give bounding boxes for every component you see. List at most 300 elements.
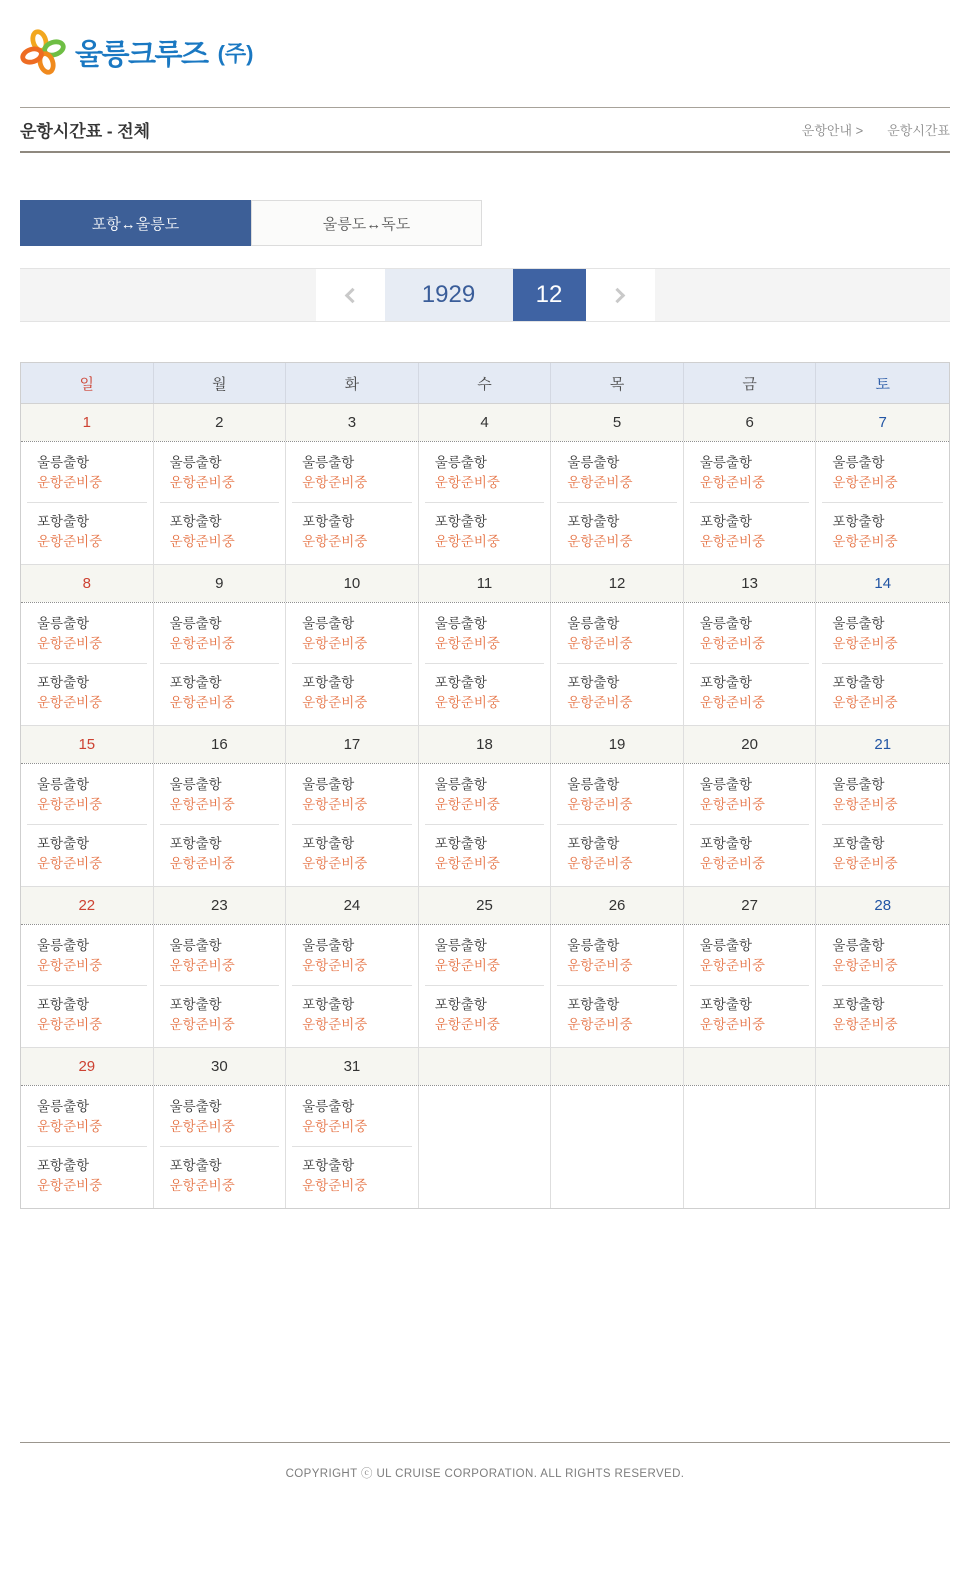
departure-port-label: 포항출항 <box>37 997 90 1012</box>
operation-status-label: 운항준비중 <box>832 1017 898 1032</box>
calendar-content-row <box>21 1086 949 1208</box>
departure-port-label: 울릉출항 <box>302 455 355 470</box>
departure-port-label: 울릉출항 <box>699 777 753 792</box>
calendar-date-cell <box>21 726 154 763</box>
schedule-entry <box>822 512 943 552</box>
operation-status-label: 운항준비중 <box>699 1017 766 1032</box>
departure-port-label: 울릉출항 <box>832 777 885 792</box>
departure-port-label: 포항출항 <box>434 836 487 851</box>
date-number: 20 <box>741 736 758 753</box>
schedule-entry <box>690 775 810 815</box>
operation-status-label: 운항준비중 <box>37 1178 103 1193</box>
schedule-entry <box>27 936 147 976</box>
calendar-day-cell <box>551 442 684 564</box>
schedule-entry <box>425 453 545 493</box>
departure-port-label: 포항출항 <box>169 675 222 690</box>
year-display: 1929 <box>385 269 513 321</box>
calendar-date-cell-empty <box>684 1048 817 1085</box>
calendar-date-row <box>21 887 949 925</box>
schedule-entry <box>27 1097 147 1137</box>
operation-status-label: 운항준비중 <box>567 636 633 651</box>
operation-status-label: 운항준비중 <box>37 475 103 490</box>
calendar-date-cell <box>21 565 154 602</box>
calendar-day-cell <box>154 925 287 1047</box>
operation-status-label: 운항준비중 <box>699 534 766 549</box>
date-number: 14 <box>874 575 892 592</box>
entry-divider <box>425 502 545 503</box>
date-number: 9 <box>215 575 224 592</box>
entry-divider <box>425 824 545 825</box>
schedule-entry <box>690 512 810 552</box>
calendar-day-cell <box>684 603 817 725</box>
departure-port-label: 포항출항 <box>832 997 885 1012</box>
logo-suffix: (주) <box>217 40 254 66</box>
schedule-entry <box>27 512 147 552</box>
schedule-entry <box>822 775 943 815</box>
departure-port-label: 울릉출항 <box>37 455 90 470</box>
schedule-entry <box>160 775 280 815</box>
calendar-date-cell <box>154 404 287 441</box>
calendar-date-cell <box>684 565 817 602</box>
operation-status-label: 운항준비중 <box>567 797 633 812</box>
schedule-entry <box>557 614 677 654</box>
operation-status-label: 운항준비중 <box>302 1017 368 1032</box>
operation-status-label: 운항준비중 <box>302 1119 368 1134</box>
schedule-entry <box>557 673 677 713</box>
departure-port-label: 울릉출항 <box>434 777 487 792</box>
operation-status-label: 운항준비중 <box>567 475 633 490</box>
calendar-date-cell-empty <box>816 1048 949 1085</box>
calendar-day-cell-empty <box>816 1086 949 1208</box>
departure-port-label: 포항출항 <box>302 836 355 851</box>
departure-port-label: 포항출항 <box>302 997 355 1012</box>
site-header <box>20 0 950 78</box>
schedule-entry <box>27 614 147 654</box>
calendar-day-cell <box>684 442 817 564</box>
departure-port-label: 포항출항 <box>37 836 90 851</box>
calendar-day-cell-empty <box>419 1086 552 1208</box>
weekday-header: 수 <box>419 363 552 403</box>
departure-port-label: 포항출항 <box>699 997 753 1012</box>
departure-port-label: 울릉출항 <box>434 938 487 953</box>
schedule-entry <box>822 995 943 1035</box>
calendar-day-cell <box>551 925 684 1047</box>
departure-port-label: 울릉출항 <box>434 455 487 470</box>
entry-divider <box>425 663 545 664</box>
calendar-date-row <box>21 1048 949 1086</box>
operation-status-label: 운항준비중 <box>37 856 103 871</box>
operation-status-label: 운항준비중 <box>169 856 235 871</box>
departure-port-label: 울릉출항 <box>37 616 90 631</box>
calendar-date-cell <box>816 565 949 602</box>
date-number: 22 <box>78 897 96 914</box>
entry-divider <box>292 985 412 986</box>
departure-port-label: 포항출항 <box>567 675 620 690</box>
schedule-entry <box>425 614 545 654</box>
departure-port-label: 포항출항 <box>832 836 885 851</box>
departure-port-label: 울릉출항 <box>567 938 620 953</box>
operation-status-label: 운항준비중 <box>832 475 898 490</box>
operation-status-label: 운항준비중 <box>567 1017 633 1032</box>
calendar-date-cell <box>419 565 552 602</box>
schedule-entry <box>292 1156 412 1196</box>
operation-status-label: 운항준비중 <box>37 797 103 812</box>
schedule-entry <box>822 673 943 713</box>
operation-status-label: 운항준비중 <box>434 797 500 812</box>
operation-status-label: 운항준비중 <box>302 958 368 973</box>
schedule-entry <box>27 834 147 874</box>
schedule-entry <box>690 834 810 874</box>
date-number: 5 <box>612 414 622 431</box>
schedule-entry <box>822 936 943 976</box>
operation-status-label: 운항준비중 <box>169 636 235 651</box>
calendar-day-cell <box>154 764 287 886</box>
date-number: 30 <box>211 1058 228 1075</box>
page-title: 운항시간표 - 전체 <box>20 122 151 141</box>
date-number: 15 <box>78 736 96 753</box>
departure-port-label: 울릉출항 <box>302 1099 355 1114</box>
operation-status-label: 운항준비중 <box>434 1017 500 1032</box>
entry-divider <box>292 1146 412 1147</box>
entry-divider <box>690 663 810 664</box>
operation-status-label: 운항준비중 <box>434 475 500 490</box>
schedule-calendar <box>20 362 950 1209</box>
schedule-entry <box>425 673 545 713</box>
operation-status-label: 운항준비중 <box>169 797 235 812</box>
departure-port-label: 울릉출항 <box>567 777 620 792</box>
operation-status-label: 운항준비중 <box>302 534 368 549</box>
calendar-date-cell <box>816 404 949 441</box>
logo-text: 울릉크루즈 <box>75 38 208 71</box>
schedule-entry <box>160 936 280 976</box>
operation-status-label: 운항준비중 <box>567 958 633 973</box>
operation-status-label: 운항준비중 <box>832 636 898 651</box>
schedule-entry <box>292 614 412 654</box>
calendar-date-row <box>21 726 949 764</box>
schedule-entry <box>160 1156 280 1196</box>
calendar-content-row <box>21 925 949 1048</box>
calendar-date-cell <box>154 887 287 924</box>
calendar-date-cell <box>286 726 419 763</box>
date-number: 29 <box>78 1058 96 1075</box>
calendar-day-cell <box>551 603 684 725</box>
entry-divider <box>557 502 677 503</box>
schedule-entry <box>292 512 412 552</box>
operation-status-label: 운항준비중 <box>434 695 500 710</box>
copyright-text: COPYRIGHT ⓒ UL CRUISE CORPORATION. ALL RIGHTS RESERVED. <box>285 1468 685 1480</box>
operation-status-label: 운항준비중 <box>832 958 898 973</box>
schedule-entry <box>160 1097 280 1137</box>
operation-status-label: 운항준비중 <box>434 534 500 549</box>
departure-port-label: 울릉출항 <box>567 616 620 631</box>
date-number: 3 <box>347 414 357 431</box>
weekday-header: 금 <box>684 363 817 403</box>
entry-divider <box>27 1146 147 1147</box>
date-number: 23 <box>211 897 228 914</box>
schedule-entry <box>690 995 810 1035</box>
operation-status-label: 운항준비중 <box>37 1119 103 1134</box>
calendar-date-row <box>21 565 949 603</box>
entry-divider <box>27 824 147 825</box>
calendar-day-cell <box>154 1086 287 1208</box>
operation-status-label: 운항준비중 <box>434 636 500 651</box>
prev-month-button[interactable] <box>316 269 385 321</box>
breadcrumb-current[interactable]: 운항시간표 <box>887 123 950 138</box>
calendar-date-cell <box>419 726 552 763</box>
departure-port-label: 포항출항 <box>434 997 487 1012</box>
calendar-date-cell <box>154 1048 287 1085</box>
calendar-day-cell <box>551 764 684 886</box>
operation-status-label: 운항준비중 <box>434 958 500 973</box>
departure-port-label: 울릉출항 <box>37 777 90 792</box>
next-month-button[interactable] <box>586 269 655 321</box>
departure-port-label: 포항출항 <box>567 836 620 851</box>
calendar-date-cell <box>286 565 419 602</box>
departure-port-label: 포항출항 <box>169 1158 222 1173</box>
departure-port-label: 울릉출항 <box>302 938 355 953</box>
date-number: 16 <box>211 736 228 753</box>
schedule-entry <box>160 673 280 713</box>
schedule-entry <box>292 775 412 815</box>
schedule-entry <box>160 834 280 874</box>
operation-status-label: 운항준비중 <box>302 695 368 710</box>
operation-status-label: 운항준비중 <box>302 797 368 812</box>
calendar-date-cell <box>551 404 684 441</box>
operation-status-label: 운항준비중 <box>169 1017 235 1032</box>
weekday-header: 월 <box>154 363 287 403</box>
tab-pohang-ulleungdo[interactable]: 포항↔울릉도 <box>20 200 251 246</box>
date-number: 24 <box>343 897 361 914</box>
weekday-header: 화 <box>286 363 419 403</box>
calendar-date-cell <box>419 887 552 924</box>
schedule-entry <box>292 834 412 874</box>
calendar-date-cell <box>816 887 949 924</box>
operation-status-label: 운항준비중 <box>832 797 898 812</box>
entry-divider <box>425 985 545 986</box>
chevron-right-icon <box>610 287 626 303</box>
calendar-day-cell <box>816 442 949 564</box>
calendar-date-cell-empty <box>551 1048 684 1085</box>
operation-status-label: 운항준비중 <box>37 958 103 973</box>
calendar-date-cell-empty <box>419 1048 552 1085</box>
logo[interactable] <box>20 29 253 75</box>
calendar-day-cell <box>684 764 817 886</box>
entry-divider <box>822 985 943 986</box>
calendar-day-cell <box>154 603 287 725</box>
operation-status-label: 운항준비중 <box>567 695 633 710</box>
date-number: 8 <box>82 575 91 592</box>
calendar-day-cell <box>419 925 552 1047</box>
schedule-entry <box>27 453 147 493</box>
entry-divider <box>292 824 412 825</box>
schedule-entry <box>292 995 412 1035</box>
schedule-entry <box>292 453 412 493</box>
schedule-entry <box>557 453 677 493</box>
breadcrumb <box>802 120 950 139</box>
departure-port-label: 포항출항 <box>302 675 355 690</box>
calendar-day-cell <box>154 442 287 564</box>
date-number: 26 <box>608 897 626 914</box>
date-number: 10 <box>343 575 361 592</box>
operation-status-label: 운항준비중 <box>699 856 766 871</box>
departure-port-label: 울릉출항 <box>699 616 753 631</box>
schedule-entry <box>557 834 677 874</box>
schedule-entry <box>822 453 943 493</box>
month-navigation-center <box>316 269 655 321</box>
entry-divider <box>822 502 943 503</box>
entry-divider <box>292 663 412 664</box>
operation-status-label: 운항준비중 <box>567 856 633 871</box>
date-number: 28 <box>874 897 892 914</box>
weekday-header: 일 <box>21 363 154 403</box>
schedule-entry <box>160 614 280 654</box>
operation-status-label: 운항준비중 <box>37 695 103 710</box>
calendar-date-cell <box>21 887 154 924</box>
calendar-day-cell <box>286 442 419 564</box>
operation-status-label: 운항준비중 <box>699 636 766 651</box>
departure-port-label: 울릉출항 <box>169 1099 222 1114</box>
calendar-content-row <box>21 603 949 726</box>
departure-port-label: 포항출항 <box>434 514 487 529</box>
entry-divider <box>27 985 147 986</box>
operation-status-label: 운항준비중 <box>302 475 368 490</box>
entry-divider <box>160 1146 280 1147</box>
entry-divider <box>27 663 147 664</box>
calendar-day-cell <box>286 764 419 886</box>
departure-port-label: 포항출항 <box>832 514 885 529</box>
month-display: 12 <box>513 269 586 321</box>
breadcrumb-section[interactable]: 운항안내 > <box>801 123 864 138</box>
entry-divider <box>557 663 677 664</box>
operation-status-label: 운항준비중 <box>832 856 898 871</box>
operation-status-label: 운항준비중 <box>169 958 235 973</box>
entry-divider <box>160 985 280 986</box>
departure-port-label: 포항출항 <box>567 997 620 1012</box>
departure-port-label: 포항출항 <box>302 1158 355 1173</box>
schedule-entry <box>292 1097 412 1137</box>
calendar-date-cell <box>154 565 287 602</box>
departure-port-label: 포항출항 <box>699 675 753 690</box>
date-number: 1 <box>82 414 91 431</box>
operation-status-label: 운항준비중 <box>169 1178 235 1193</box>
calendar-day-cell <box>816 925 949 1047</box>
schedule-entry <box>557 775 677 815</box>
schedule-entry <box>425 995 545 1035</box>
date-number: 18 <box>476 736 493 753</box>
departure-port-label: 포항출항 <box>434 675 487 690</box>
calendar-date-cell <box>154 726 287 763</box>
operation-status-label: 운항준비중 <box>699 797 766 812</box>
operation-status-label: 운항준비중 <box>699 475 766 490</box>
schedule-entry <box>160 995 280 1035</box>
date-number: 27 <box>741 897 758 914</box>
schedule-entry <box>292 936 412 976</box>
schedule-entry <box>690 614 810 654</box>
operation-status-label: 운항준비중 <box>567 534 633 549</box>
calendar-day-cell <box>816 603 949 725</box>
calendar-date-cell <box>21 1048 154 1085</box>
departure-port-label: 포항출항 <box>567 514 620 529</box>
operation-status-label: 운항준비중 <box>434 856 500 871</box>
calendar-day-cell-empty <box>551 1086 684 1208</box>
schedule-entry <box>690 453 810 493</box>
calendar-weekday-header-row <box>21 363 949 404</box>
calendar-date-cell <box>684 404 817 441</box>
departure-port-label: 포항출항 <box>699 514 753 529</box>
schedule-entry <box>425 834 545 874</box>
calendar-day-cell <box>816 764 949 886</box>
entry-divider <box>690 824 810 825</box>
weekday-header: 토 <box>816 363 949 403</box>
operation-status-label: 운항준비중 <box>37 636 103 651</box>
weekday-header: 목 <box>551 363 684 403</box>
date-number: 7 <box>878 414 887 431</box>
calendar-date-cell <box>286 404 419 441</box>
departure-port-label: 포항출항 <box>169 836 222 851</box>
calendar-date-cell <box>21 404 154 441</box>
operation-status-label: 운항준비중 <box>302 1178 368 1193</box>
calendar-day-cell <box>684 925 817 1047</box>
schedule-entry <box>425 775 545 815</box>
entry-divider <box>557 985 677 986</box>
calendar-day-cell <box>21 925 154 1047</box>
departure-port-label: 울릉출항 <box>302 616 355 631</box>
month-navigation <box>20 268 950 322</box>
departure-port-label: 울릉출항 <box>567 455 620 470</box>
schedule-entry <box>292 673 412 713</box>
calendar-date-cell <box>551 887 684 924</box>
date-number: 13 <box>741 575 758 592</box>
entry-divider <box>690 985 810 986</box>
entry-divider <box>160 663 280 664</box>
departure-port-label: 울릉출항 <box>302 777 355 792</box>
entry-divider <box>822 663 943 664</box>
calendar-day-cell <box>286 603 419 725</box>
departure-port-label: 울릉출항 <box>434 616 487 631</box>
schedule-entry <box>160 512 280 552</box>
footer <box>20 1442 950 1481</box>
chevron-left-icon <box>345 287 361 303</box>
date-number: 31 <box>343 1058 361 1075</box>
route-tabs <box>20 200 950 246</box>
operation-status-label: 운항준비중 <box>699 695 766 710</box>
departure-port-label: 포항출항 <box>699 836 753 851</box>
schedule-entry <box>27 995 147 1035</box>
tab-ulleungdo-dokdo[interactable]: 울릉도↔독도 <box>251 200 482 246</box>
calendar-day-cell <box>21 442 154 564</box>
calendar-date-row <box>21 404 949 442</box>
departure-port-label: 포항출항 <box>37 514 90 529</box>
departure-port-label: 포항출항 <box>37 675 90 690</box>
departure-port-label: 울릉출항 <box>169 455 222 470</box>
operation-status-label: 운항준비중 <box>169 1119 235 1134</box>
operation-status-label: 운항준비중 <box>169 475 235 490</box>
calendar-day-cell <box>419 764 552 886</box>
schedule-entry <box>690 673 810 713</box>
calendar-day-cell <box>286 1086 419 1208</box>
calendar-date-cell <box>286 1048 419 1085</box>
calendar-date-cell <box>419 404 552 441</box>
departure-port-label: 울릉출항 <box>169 777 222 792</box>
operation-status-label: 운항준비중 <box>37 534 103 549</box>
date-number: 4 <box>480 414 489 431</box>
departure-port-label: 울릉출항 <box>169 616 222 631</box>
departure-port-label: 포항출항 <box>37 1158 90 1173</box>
date-number: 19 <box>608 736 626 753</box>
schedule-entry <box>27 1156 147 1196</box>
departure-port-label: 울릉출항 <box>37 938 90 953</box>
calendar-day-cell-empty <box>684 1086 817 1208</box>
